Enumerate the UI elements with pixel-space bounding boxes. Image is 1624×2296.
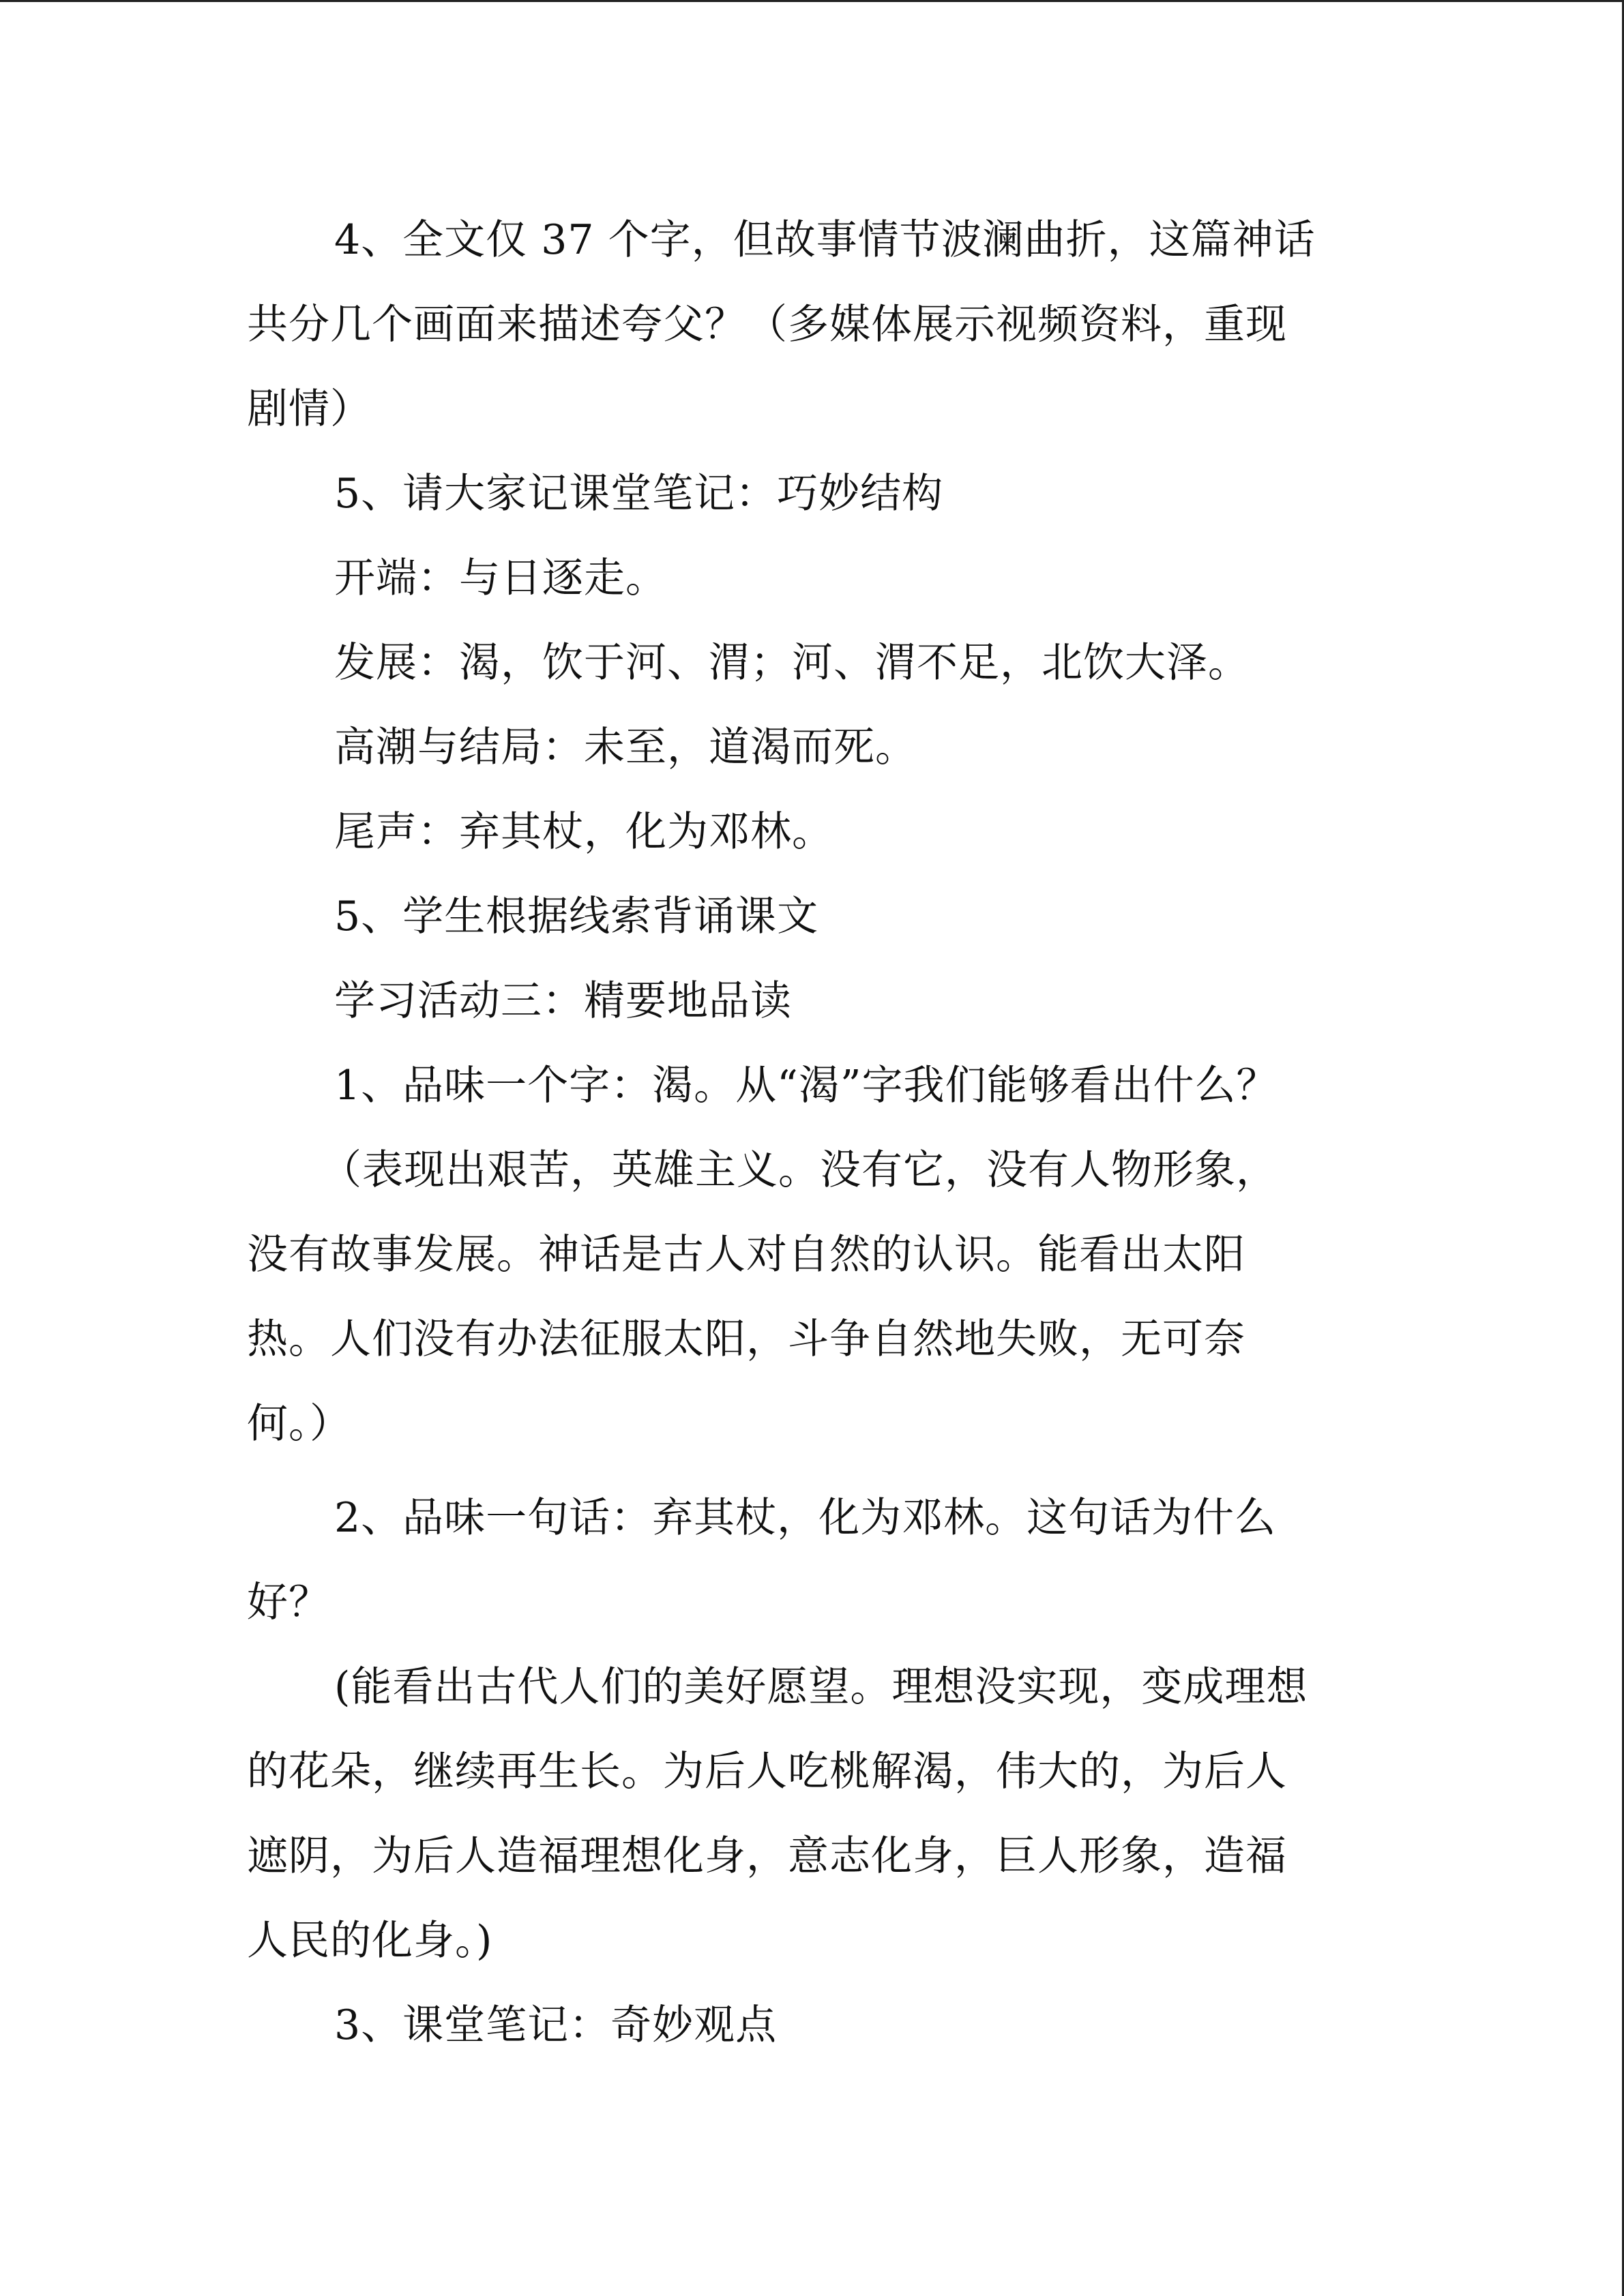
paragraph-line: 发展：渴，饮于河、渭；河、渭不足，北饮大泽。 (334, 639, 1250, 687)
paragraph-line: 热。人们没有办法征服太阳，斗争自然地失败，无可奈 (247, 1315, 1245, 1363)
paragraph-line: 遮阴，为后人造福理想化身，意志化身，巨人形象，造福 (247, 1832, 1287, 1880)
paragraph-line: (能看出古代人们的美好愿望。理想没实现，变成理想 (334, 1663, 1308, 1711)
paragraph-line: 3、课堂笔记：奇妙观点 (334, 2001, 778, 2049)
paragraph-line: 4、全文仅 37 个字，但故事情节波澜曲折，这篇神话 (334, 216, 1316, 264)
paragraph-line: 高潮与结局：未至，道渴而死。 (334, 724, 917, 771)
paragraph-line: 何。） (247, 1400, 351, 1448)
paragraph-line: 共分几个画面来描述夸父？（多媒体展示视频资料，重现 (247, 301, 1287, 348)
paragraph-line: 的花朵，继续再生长。为后人吃桃解渴，伟大的，为后人 (247, 1748, 1287, 1795)
paragraph-line: 尾声：弃其杖，化为邓林。 (334, 808, 833, 856)
paragraph-line: （表现出艰苦，英雄主义。没有它，没有人物形象， (321, 1146, 1278, 1194)
paragraph-line: 5、学生根据线索背诵课文 (334, 893, 819, 940)
paragraph-line: 开端：与日逐走。 (334, 554, 667, 602)
paragraph-line: 没有故事发展。神话是古人对自然的认识。能看出太阳 (247, 1231, 1245, 1279)
paragraph-line: 好？ (247, 1579, 330, 1626)
paragraph-line: 5、请大家记课堂笔记：巧妙结构 (334, 470, 944, 518)
paragraph-line: 人民的化身。) (247, 1917, 493, 1965)
paragraph-line: 剧情） (247, 385, 372, 433)
section-heading: 学习活动三：精要地品读 (334, 977, 792, 1025)
paragraph-line: 1、品味一个字：渴。从“渴”字我们能够看出什么？ (334, 1062, 1278, 1109)
paragraph-line: 2、品味一句话：弃其杖，化为邓林。这句话为什么 (334, 1494, 1277, 1542)
